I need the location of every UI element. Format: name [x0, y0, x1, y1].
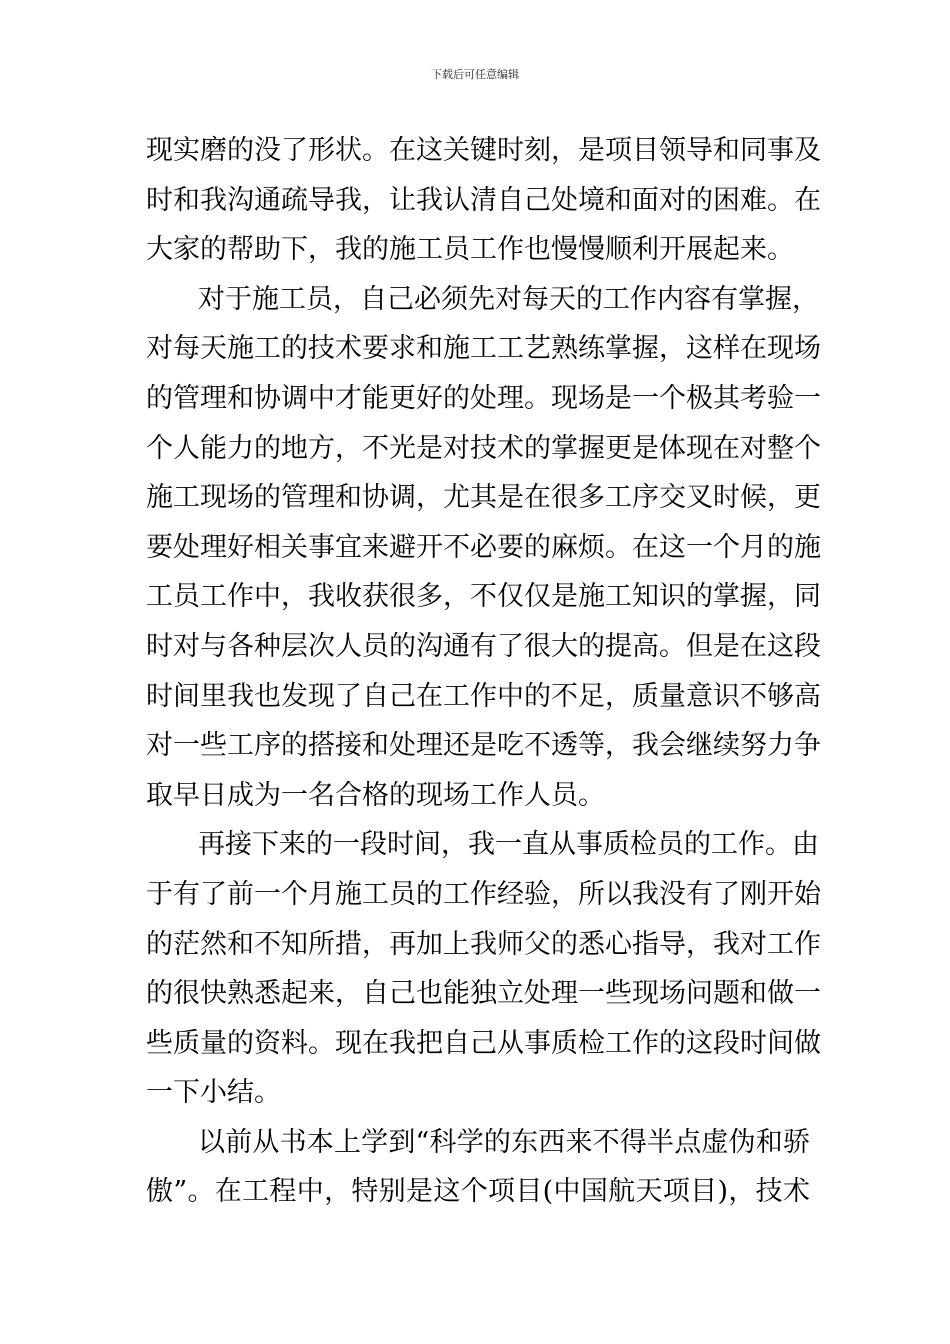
page-header: 下载后可任意编辑 — [431, 68, 519, 81]
text-line: 取早日成为一名合格的现场工作人员。 — [146, 779, 605, 811]
text-line: 对一些工序的搭接和处理还是吃不透等，我会继续努力争 — [146, 730, 821, 762]
text-line: 的管理和协调中才能更好的处理。现场是一个极其考验一 — [146, 382, 821, 414]
text-line: 时间里我也发现了自己在工作中的不足，质量意识不够高 — [146, 680, 821, 712]
text-line: 些质量的资料。现在我把自己从事质检工作的这段时间做 — [146, 1027, 821, 1059]
text-line: 大家的帮助下，我的施工员工作也慢慢顺利开展起来。 — [146, 234, 794, 266]
text-line: 一下小结。 — [146, 1077, 281, 1109]
text-line: 施工现场的管理和协调，尤其是在很多工序交叉时候，更 — [146, 482, 821, 514]
text-line: 时对与各种层次人员的沟通有了很大的提高。但是在这段 — [146, 630, 821, 662]
text-line: 要处理好相关事宜来避开不必要的麻烦。在这一个月的施 — [146, 531, 821, 563]
text-line: 时和我沟通疏导我，让我认清自己处境和面对的困难。在 — [146, 184, 821, 216]
text-line: 个人能力的地方，不光是对技术的掌握更是体现在对整个 — [146, 432, 821, 464]
text-line: 傲”。在工程中，特别是这个项目(中国航天项目)，技术 — [146, 1176, 810, 1208]
document-body — [146, 126, 821, 1217]
text-line: 的茫然和不知所措，再加上我师父的悉心指导，我对工作 — [146, 928, 821, 960]
text-line: 对每天施工的技术要求和施工工艺熟练掌握，这样在现场 — [146, 333, 821, 365]
text-line: 工员工作中，我收获很多，不仅仅是施工知识的掌握，同 — [146, 581, 821, 613]
text-line: 于有了前一个月施工员的工作经验，所以我没有了刚开始 — [146, 878, 821, 910]
text-line: 再接下来的一段时间，我一直从事质检员的工作。由 — [198, 829, 819, 861]
text-line: 以前从书本上学到“科学的东西来不得半点虚伪和骄 — [198, 1126, 810, 1158]
text-line: 的很快熟悉起来，自己也能独立处理一些现场问题和做一 — [146, 978, 821, 1010]
text-line: 现实磨的没了形状。在这关键时刻，是项目领导和同事及 — [146, 135, 821, 166]
text-line: 对于施工员，自己必须先对每天的工作内容有掌握， — [198, 283, 819, 315]
